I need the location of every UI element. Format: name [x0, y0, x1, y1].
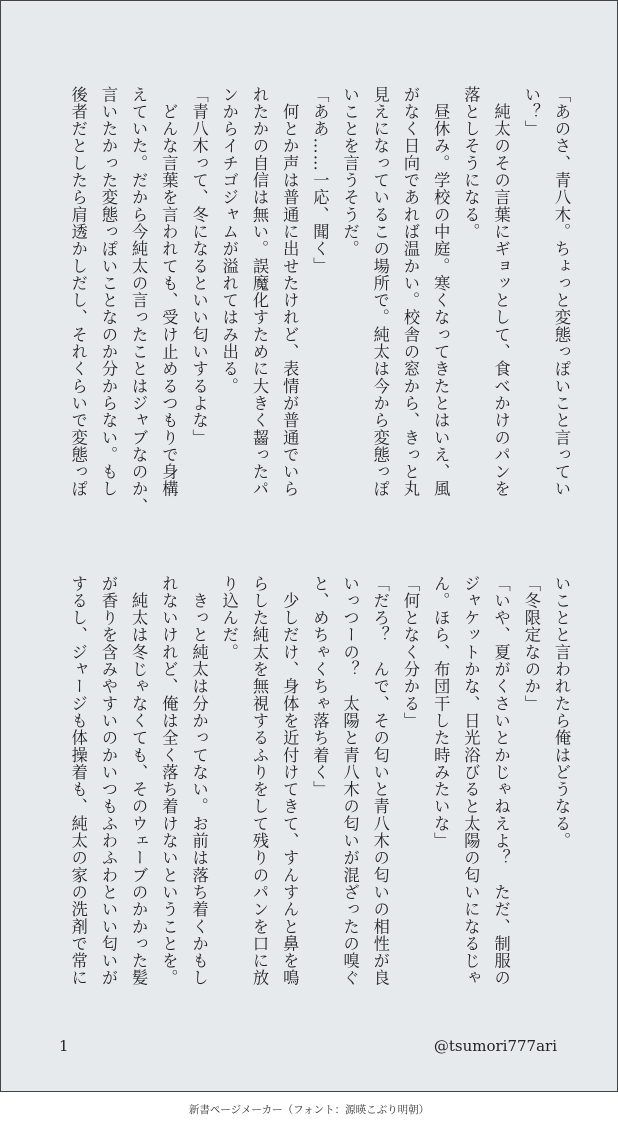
- text-column: いっつーの？ 太陽と青八木の匂いが混ざったの嗅ぐ: [340, 575, 360, 987]
- text-column: 「何となく分かる」: [400, 575, 420, 730]
- text-column: 少しだけ、身体を近付けてきて、すんすんと鼻を鳴: [280, 575, 300, 987]
- text-column: するし、ジャージも体操着も、純太の家の洗剤で常に: [68, 575, 88, 987]
- text-column: と、めちゃくちゃ落ち着く」: [310, 575, 330, 798]
- text-column: 純太は冬じゃなくても、そのウェーブのかかった髪: [129, 575, 149, 987]
- text-column: いことと言われたら俺はどうなる。: [552, 575, 571, 850]
- text-column: 「ああ……一応、聞く」: [310, 86, 330, 275]
- text-column: 「冬限定なのか」: [521, 575, 541, 713]
- text-column: きっと純太は分かってない。お前は落ち着くかもし: [189, 575, 209, 987]
- text-column: 見えになっているこの場所で。純太は今から変態っぽ: [370, 86, 390, 498]
- text-column: り込んだ。: [219, 575, 239, 661]
- text-column: 昼休み。学校の中庭。寒くなってきたとはいえ、風: [431, 86, 451, 498]
- text-column: 何とか声は普通に出せたけれど、表情が普通でいら: [280, 86, 300, 498]
- text-column: れたかの自信は無い。誤魔化すために大きく齧ったパ: [249, 86, 269, 498]
- text-column: 「だろ？ んで、その匂いと青八木の匂いの相性が良: [370, 575, 390, 987]
- page-number: 1: [59, 1037, 69, 1055]
- text-column: がなく日向であれば温かい。校舎の窓から、きっと丸: [400, 86, 420, 498]
- text-block-lower: [46, 575, 576, 1005]
- text-column: 後者だとしたら肩透かしだし、それくらいで変態っぽ: [68, 86, 88, 498]
- text-column: えていた。だから今純太の言ったことはジャブなのか、: [129, 86, 149, 515]
- text-column: い？」: [521, 86, 541, 138]
- text-column: 「青八木って、冬になるといい匂いするよな」: [189, 86, 209, 447]
- text-column: が香りを含みやすいのかいつもふわふわといい匂いが: [98, 575, 118, 987]
- author-handle: @tsumori777ari: [433, 1037, 557, 1055]
- text-column: 「いや、夏がくさいとかじゃねえよ？ ただ、制服の: [491, 575, 511, 987]
- text-column: いことを言うそうだ。: [340, 86, 360, 258]
- text-column: 言いたかった変態っぽいことなのか分からない。もし: [98, 86, 118, 498]
- text-column: 「あのさ、青八木。ちょっと変態っぽいこと言ってい: [552, 86, 571, 498]
- footer-credit: 新書ページメーカー（フォント：源暎こぶり明朝）: [188, 1104, 430, 1116]
- text-column: どんな言葉を言われても、受け止めるつもりで身構: [159, 86, 179, 498]
- text-column: ンからイチゴジャムが溢れてはみ出る。: [219, 86, 239, 395]
- text-column: 純太のその言葉にギョッとして、食べかけのパンを: [491, 86, 511, 498]
- text-column: れないけれど、俺は全く落ち着けないということを。: [159, 575, 179, 987]
- text-column: 落としそうになる。: [461, 86, 481, 241]
- text-column: らした純太を無視するふりをして残りのパンを口に放: [249, 575, 269, 987]
- text-block-upper: [46, 86, 576, 516]
- text-column: ジャケットかな、日光浴びると太陽の匂いになるじゃ: [461, 575, 481, 987]
- text-column: ん。ほら、布団干した時みたいな」: [431, 575, 451, 850]
